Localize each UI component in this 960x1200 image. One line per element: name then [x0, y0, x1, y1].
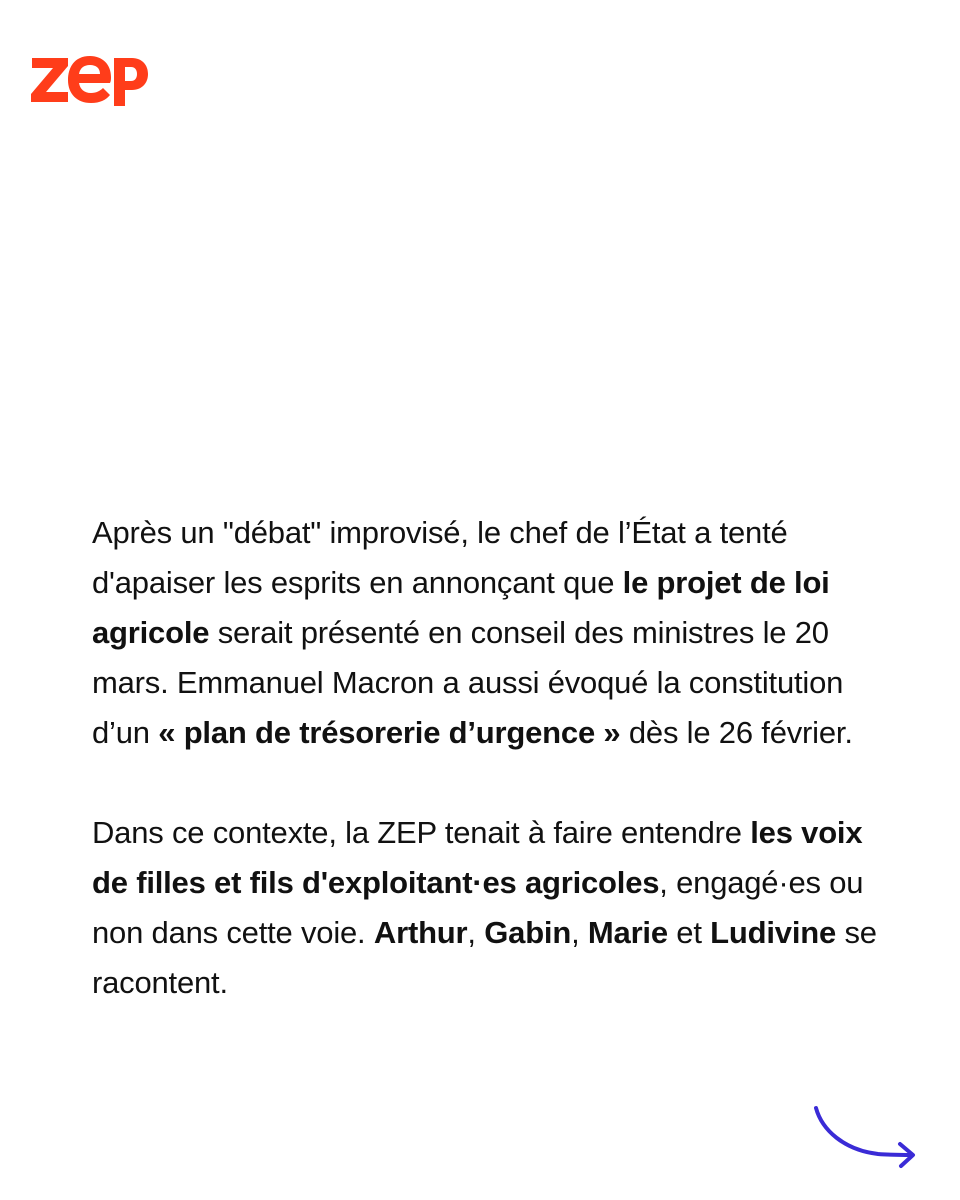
article-paragraph-2 — [92, 808, 892, 1008]
name-ludivine: Ludivine — [710, 915, 837, 950]
text-segment: , engagé·es ou non dans cette voie. — [92, 865, 864, 950]
text-segment: et — [667, 915, 711, 950]
text-segment: Dans ce contexte, la ZEP tenait à faire entendre — [92, 815, 751, 850]
article-paragraph-1 — [92, 508, 892, 758]
text-segment: dès le 26 février. — [620, 715, 853, 750]
text-segment: se racontent. — [92, 915, 877, 1000]
bold-segment: le projet de loi agricole — [92, 565, 830, 650]
text-segment: serait présenté en conseil des ministres le 20 mars. Emmanuel Macron a aussi évoqué la constitution d’un — [92, 615, 844, 750]
zep-logo — [30, 52, 148, 108]
name-marie: Marie — [587, 915, 668, 950]
name-gabin: Gabin — [484, 915, 572, 950]
text-segment: , — [571, 915, 588, 950]
bold-segment: « plan de trésorerie d’urgence » — [158, 715, 621, 750]
article-body — [92, 508, 892, 1008]
name-arthur: Arthur — [373, 915, 468, 950]
bold-segment: les voix de filles et fils d'exploitant·es agricoles — [92, 815, 863, 900]
text-segment: , — [467, 915, 485, 950]
text-segment: Après un "débat" improvisé, le chef de l’État a tenté d'apaiser les esprits en annonçant que — [92, 515, 788, 600]
curved-arrow-right-icon[interactable] — [808, 1100, 920, 1172]
